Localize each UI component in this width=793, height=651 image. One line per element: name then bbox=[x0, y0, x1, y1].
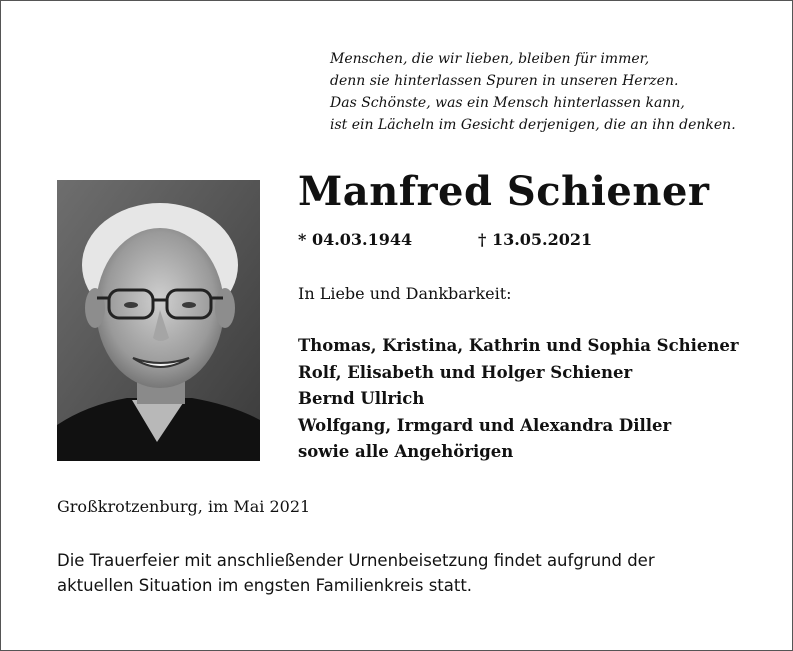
mourner-line: Rolf, Elisabeth und Holger Schiener bbox=[298, 362, 633, 382]
memorial-poem bbox=[330, 48, 770, 136]
birth-date: * 04.03.1944 bbox=[298, 230, 413, 249]
notice-line: Die Trauerfeier mit anschließender Urnenbeisetzung findet aufgrund der bbox=[57, 551, 655, 570]
deceased-name: Manfred Schiener bbox=[298, 168, 710, 215]
mourners-intro: In Liebe und Dankbarkeit: bbox=[298, 284, 512, 303]
poem-line: denn sie hinterlassen Spuren in unseren Herzen. bbox=[330, 73, 679, 89]
mourner-line: Bernd Ullrich bbox=[298, 389, 425, 408]
mourners-list bbox=[298, 333, 739, 466]
place-and-date: Großkrotzenburg, im Mai 2021 bbox=[57, 497, 311, 516]
poem-line: ist ein Lächeln im Gesicht derjenigen, die an ihn denken. bbox=[330, 117, 736, 133]
poem-line: Das Schönste, was ein Mensch hinterlassen kann, bbox=[330, 95, 685, 111]
notice-line: aktuellen Situation im engsten Familienkreis statt. bbox=[57, 576, 473, 595]
death-date: † 13.05.2021 bbox=[478, 230, 593, 249]
mourner-line: Wolfgang, Irmgard und Alexandra Diller bbox=[298, 415, 672, 435]
portrait-photo bbox=[57, 180, 260, 461]
mourner-line: Thomas, Kristina, Kathrin und Sophia Schiener bbox=[298, 336, 739, 355]
mourner-line: sowie alle Angehörigen bbox=[298, 442, 514, 461]
life-dates bbox=[298, 230, 592, 249]
poem-line: Menschen, die wir lieben, bleiben für immer, bbox=[330, 51, 650, 67]
funeral-notice bbox=[57, 548, 757, 598]
